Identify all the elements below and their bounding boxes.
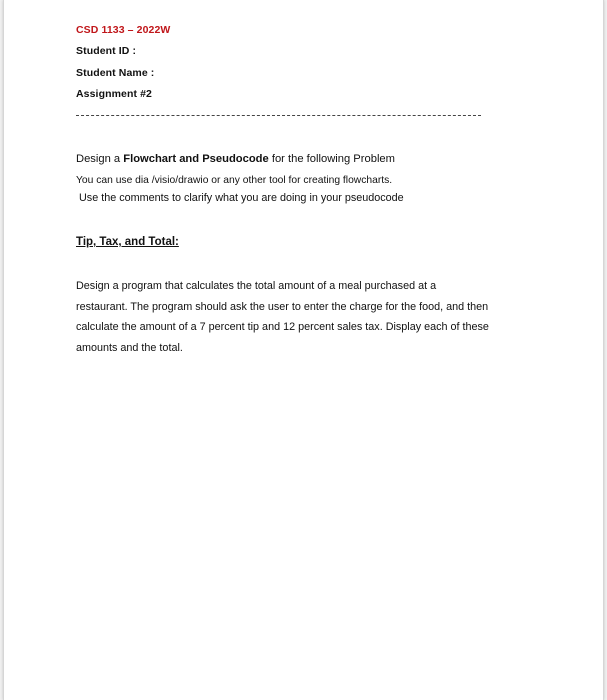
- paragraph-line: Design a program that calculates the total amount of a meal purchased at a: [76, 280, 437, 292]
- paragraph-line: calculate the amount of a 7 percent tip and 12 percent sales tax. Display each of these: [76, 321, 489, 333]
- instruction-line-1: [76, 152, 395, 166]
- problem-paragraph: [76, 276, 546, 358]
- assignment-title: Assignment #2: [76, 88, 152, 100]
- instruction-line-3: Use the comments to clarify what you are doing in your pseudocode: [79, 192, 404, 204]
- paragraph-line: restaurant. The program should ask the user to enter the charge for the food, and then: [76, 300, 489, 313]
- paragraph-line: amounts and the total.: [76, 341, 183, 354]
- section-title: Tip, Tax, and Total:: [76, 236, 179, 248]
- course-code: CSD 1133 – 2022W: [76, 24, 171, 36]
- instruction-line-1-bold: Flowchart and Pseudocode: [123, 153, 269, 165]
- document-page: [3, 0, 604, 700]
- instruction-line-1-post: for the following Problem: [268, 153, 395, 165]
- dashed-divider: [76, 115, 481, 116]
- student-id-label: Student ID :: [76, 45, 137, 57]
- student-name-label: Student Name :: [76, 67, 155, 79]
- instruction-line-2: You can use dia /visio/drawio or any other tool for creating flowcharts.: [76, 175, 393, 186]
- instruction-line-1-pre: Design a: [76, 153, 124, 165]
